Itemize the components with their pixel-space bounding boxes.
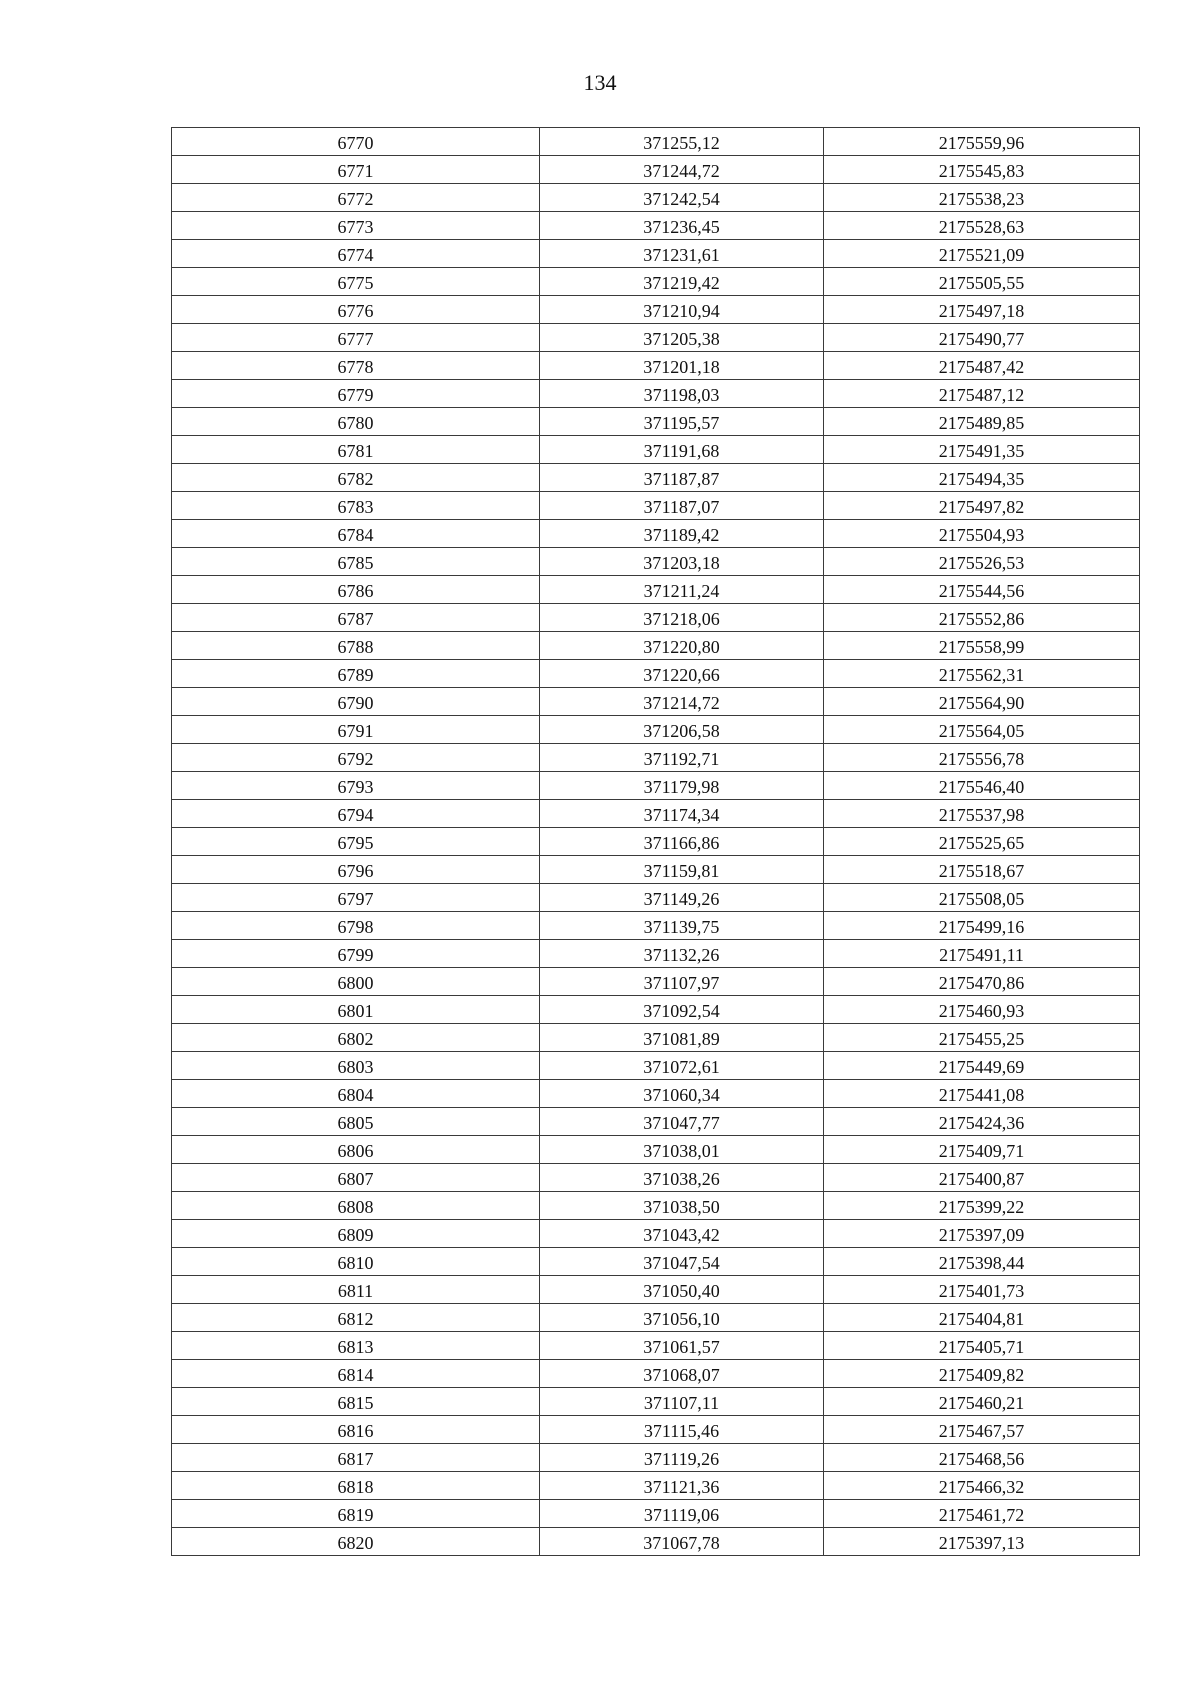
point-number-cell: 6779	[172, 380, 540, 408]
table-row	[172, 884, 1140, 912]
point-number-cell: 6777	[172, 324, 540, 352]
point-number-cell: 6806	[172, 1136, 540, 1164]
x-coordinate-cell: 371050,40	[540, 1276, 824, 1304]
y-coordinate-cell: 2175397,09	[824, 1220, 1140, 1248]
point-number-cell: 6805	[172, 1108, 540, 1136]
y-coordinate-cell: 2175487,42	[824, 352, 1140, 380]
x-coordinate-cell: 371056,10	[540, 1304, 824, 1332]
point-number-cell: 6780	[172, 408, 540, 436]
point-number-cell: 6770	[172, 128, 540, 156]
point-number-cell: 6775	[172, 268, 540, 296]
point-number-cell: 6782	[172, 464, 540, 492]
point-number-cell: 6812	[172, 1304, 540, 1332]
coordinates-table-body	[172, 128, 1140, 1556]
y-coordinate-cell: 2175470,86	[824, 968, 1140, 996]
x-coordinate-cell: 371187,87	[540, 464, 824, 492]
y-coordinate-cell: 2175489,85	[824, 408, 1140, 436]
point-number-cell: 6792	[172, 744, 540, 772]
y-coordinate-cell: 2175552,86	[824, 604, 1140, 632]
y-coordinate-cell: 2175546,40	[824, 772, 1140, 800]
table-row	[172, 548, 1140, 576]
x-coordinate-cell: 371038,26	[540, 1164, 824, 1192]
table-row	[172, 800, 1140, 828]
table-row	[172, 1332, 1140, 1360]
y-coordinate-cell: 2175558,99	[824, 632, 1140, 660]
y-coordinate-cell: 2175508,05	[824, 884, 1140, 912]
y-coordinate-cell: 2175468,56	[824, 1444, 1140, 1472]
x-coordinate-cell: 371149,26	[540, 884, 824, 912]
x-coordinate-cell: 371068,07	[540, 1360, 824, 1388]
y-coordinate-cell: 2175497,18	[824, 296, 1140, 324]
table-row	[172, 184, 1140, 212]
x-coordinate-cell: 371107,11	[540, 1388, 824, 1416]
y-coordinate-cell: 2175544,56	[824, 576, 1140, 604]
y-coordinate-cell: 2175466,32	[824, 1472, 1140, 1500]
x-coordinate-cell: 371195,57	[540, 408, 824, 436]
point-number-cell: 6784	[172, 520, 540, 548]
x-coordinate-cell: 371119,06	[540, 1500, 824, 1528]
table-row	[172, 576, 1140, 604]
x-coordinate-cell: 371047,77	[540, 1108, 824, 1136]
x-coordinate-cell: 371047,54	[540, 1248, 824, 1276]
table-row	[172, 436, 1140, 464]
point-number-cell: 6800	[172, 968, 540, 996]
y-coordinate-cell: 2175491,35	[824, 436, 1140, 464]
x-coordinate-cell: 371043,42	[540, 1220, 824, 1248]
point-number-cell: 6807	[172, 1164, 540, 1192]
point-number-cell: 6786	[172, 576, 540, 604]
point-number-cell: 6785	[172, 548, 540, 576]
point-number-cell: 6809	[172, 1220, 540, 1248]
x-coordinate-cell: 371072,61	[540, 1052, 824, 1080]
x-coordinate-cell: 371166,86	[540, 828, 824, 856]
table-row	[172, 464, 1140, 492]
x-coordinate-cell: 371038,01	[540, 1136, 824, 1164]
table-row	[172, 1052, 1140, 1080]
table-row	[172, 1528, 1140, 1556]
x-coordinate-cell: 371211,24	[540, 576, 824, 604]
point-number-cell: 6810	[172, 1248, 540, 1276]
x-coordinate-cell: 371220,66	[540, 660, 824, 688]
x-coordinate-cell: 371119,26	[540, 1444, 824, 1472]
table-row	[172, 1080, 1140, 1108]
table-row	[172, 212, 1140, 240]
y-coordinate-cell: 2175449,69	[824, 1052, 1140, 1080]
y-coordinate-cell: 2175505,55	[824, 268, 1140, 296]
x-coordinate-cell: 371189,42	[540, 520, 824, 548]
point-number-cell: 6802	[172, 1024, 540, 1052]
x-coordinate-cell: 371081,89	[540, 1024, 824, 1052]
y-coordinate-cell: 2175538,23	[824, 184, 1140, 212]
page-number: 134	[583, 70, 617, 95]
y-coordinate-cell: 2175526,53	[824, 548, 1140, 576]
point-number-cell: 6799	[172, 940, 540, 968]
point-number-cell: 6790	[172, 688, 540, 716]
y-coordinate-cell: 2175525,65	[824, 828, 1140, 856]
table-row	[172, 1304, 1140, 1332]
x-coordinate-cell: 371192,71	[540, 744, 824, 772]
table-row	[172, 268, 1140, 296]
x-coordinate-cell: 371174,34	[540, 800, 824, 828]
x-coordinate-cell: 371242,54	[540, 184, 824, 212]
point-number-cell: 6776	[172, 296, 540, 324]
x-coordinate-cell: 371206,58	[540, 716, 824, 744]
y-coordinate-cell: 2175441,08	[824, 1080, 1140, 1108]
point-number-cell: 6793	[172, 772, 540, 800]
x-coordinate-cell: 371107,97	[540, 968, 824, 996]
table-row	[172, 688, 1140, 716]
y-coordinate-cell: 2175461,72	[824, 1500, 1140, 1528]
point-number-cell: 6787	[172, 604, 540, 632]
y-coordinate-cell: 2175397,13	[824, 1528, 1140, 1556]
x-coordinate-cell: 371179,98	[540, 772, 824, 800]
table-row	[172, 1220, 1140, 1248]
y-coordinate-cell: 2175504,93	[824, 520, 1140, 548]
y-coordinate-cell: 2175537,98	[824, 800, 1140, 828]
table-row	[172, 128, 1140, 156]
x-coordinate-cell: 371255,12	[540, 128, 824, 156]
y-coordinate-cell: 2175455,25	[824, 1024, 1140, 1052]
table-row	[172, 1164, 1140, 1192]
table-row	[172, 156, 1140, 184]
table-row	[172, 912, 1140, 940]
x-coordinate-cell: 371218,06	[540, 604, 824, 632]
point-number-cell: 6791	[172, 716, 540, 744]
point-number-cell: 6817	[172, 1444, 540, 1472]
table-row	[172, 324, 1140, 352]
table-row	[172, 716, 1140, 744]
table-row	[172, 296, 1140, 324]
table-row	[172, 1500, 1140, 1528]
table-row	[172, 1024, 1140, 1052]
point-number-cell: 6811	[172, 1276, 540, 1304]
x-coordinate-cell: 371132,26	[540, 940, 824, 968]
table-row	[172, 996, 1140, 1024]
x-coordinate-cell: 371220,80	[540, 632, 824, 660]
table-row	[172, 1360, 1140, 1388]
table-row	[172, 520, 1140, 548]
y-coordinate-cell: 2175409,82	[824, 1360, 1140, 1388]
x-coordinate-cell: 371244,72	[540, 156, 824, 184]
y-coordinate-cell: 2175400,87	[824, 1164, 1140, 1192]
y-coordinate-cell: 2175401,73	[824, 1276, 1140, 1304]
point-number-cell: 6794	[172, 800, 540, 828]
x-coordinate-cell: 371061,57	[540, 1332, 824, 1360]
point-number-cell: 6816	[172, 1416, 540, 1444]
y-coordinate-cell: 2175409,71	[824, 1136, 1140, 1164]
x-coordinate-cell: 371219,42	[540, 268, 824, 296]
y-coordinate-cell: 2175424,36	[824, 1108, 1140, 1136]
x-coordinate-cell: 371203,18	[540, 548, 824, 576]
y-coordinate-cell: 2175487,12	[824, 380, 1140, 408]
y-coordinate-cell: 2175460,93	[824, 996, 1140, 1024]
y-coordinate-cell: 2175564,90	[824, 688, 1140, 716]
table-row	[172, 1444, 1140, 1472]
coordinates-table	[171, 127, 1140, 1556]
y-coordinate-cell: 2175518,67	[824, 856, 1140, 884]
table-row	[172, 240, 1140, 268]
x-coordinate-cell: 371205,38	[540, 324, 824, 352]
y-coordinate-cell: 2175494,35	[824, 464, 1140, 492]
point-number-cell: 6798	[172, 912, 540, 940]
point-number-cell: 6774	[172, 240, 540, 268]
x-coordinate-cell: 371191,68	[540, 436, 824, 464]
table-row	[172, 380, 1140, 408]
x-coordinate-cell: 371210,94	[540, 296, 824, 324]
y-coordinate-cell: 2175499,16	[824, 912, 1140, 940]
point-number-cell: 6813	[172, 1332, 540, 1360]
point-number-cell: 6820	[172, 1528, 540, 1556]
point-number-cell: 6771	[172, 156, 540, 184]
y-coordinate-cell: 2175467,57	[824, 1416, 1140, 1444]
point-number-cell: 6801	[172, 996, 540, 1024]
y-coordinate-cell: 2175491,11	[824, 940, 1140, 968]
point-number-cell: 6783	[172, 492, 540, 520]
y-coordinate-cell: 2175559,96	[824, 128, 1140, 156]
x-coordinate-cell: 371121,36	[540, 1472, 824, 1500]
x-coordinate-cell: 371214,72	[540, 688, 824, 716]
table-row	[172, 1192, 1140, 1220]
x-coordinate-cell: 371115,46	[540, 1416, 824, 1444]
point-number-cell: 6789	[172, 660, 540, 688]
point-number-cell: 6808	[172, 1192, 540, 1220]
table-row	[172, 1472, 1140, 1500]
point-number-cell: 6818	[172, 1472, 540, 1500]
y-coordinate-cell: 2175545,83	[824, 156, 1140, 184]
table-row	[172, 352, 1140, 380]
point-number-cell: 6781	[172, 436, 540, 464]
table-row	[172, 1276, 1140, 1304]
x-coordinate-cell: 371236,45	[540, 212, 824, 240]
y-coordinate-cell: 2175521,09	[824, 240, 1140, 268]
table-row	[172, 828, 1140, 856]
point-number-cell: 6772	[172, 184, 540, 212]
x-coordinate-cell: 371198,03	[540, 380, 824, 408]
table-row	[172, 408, 1140, 436]
y-coordinate-cell: 2175528,63	[824, 212, 1140, 240]
table-row	[172, 660, 1140, 688]
table-row	[172, 856, 1140, 884]
y-coordinate-cell: 2175398,44	[824, 1248, 1140, 1276]
x-coordinate-cell: 371201,18	[540, 352, 824, 380]
point-number-cell: 6797	[172, 884, 540, 912]
point-number-cell: 6803	[172, 1052, 540, 1080]
point-number-cell: 6796	[172, 856, 540, 884]
table-row	[172, 772, 1140, 800]
point-number-cell: 6819	[172, 1500, 540, 1528]
table-row	[172, 492, 1140, 520]
table-row	[172, 968, 1140, 996]
y-coordinate-cell: 2175562,31	[824, 660, 1140, 688]
table-row	[172, 1108, 1140, 1136]
x-coordinate-cell: 371139,75	[540, 912, 824, 940]
table-row	[172, 1416, 1140, 1444]
y-coordinate-cell: 2175497,82	[824, 492, 1140, 520]
x-coordinate-cell: 371231,61	[540, 240, 824, 268]
table-row	[172, 744, 1140, 772]
y-coordinate-cell: 2175490,77	[824, 324, 1140, 352]
x-coordinate-cell: 371187,07	[540, 492, 824, 520]
point-number-cell: 6815	[172, 1388, 540, 1416]
x-coordinate-cell: 371060,34	[540, 1080, 824, 1108]
x-coordinate-cell: 371038,50	[540, 1192, 824, 1220]
y-coordinate-cell: 2175405,71	[824, 1332, 1140, 1360]
x-coordinate-cell: 371159,81	[540, 856, 824, 884]
point-number-cell: 6773	[172, 212, 540, 240]
table-row	[172, 632, 1140, 660]
y-coordinate-cell: 2175564,05	[824, 716, 1140, 744]
table-row	[172, 940, 1140, 968]
y-coordinate-cell: 2175404,81	[824, 1304, 1140, 1332]
table-row	[172, 1388, 1140, 1416]
table-row	[172, 604, 1140, 632]
point-number-cell: 6804	[172, 1080, 540, 1108]
y-coordinate-cell: 2175460,21	[824, 1388, 1140, 1416]
table-row	[172, 1136, 1140, 1164]
y-coordinate-cell: 2175556,78	[824, 744, 1140, 772]
point-number-cell: 6814	[172, 1360, 540, 1388]
x-coordinate-cell: 371092,54	[540, 996, 824, 1024]
y-coordinate-cell: 2175399,22	[824, 1192, 1140, 1220]
point-number-cell: 6788	[172, 632, 540, 660]
point-number-cell: 6795	[172, 828, 540, 856]
table-row	[172, 1248, 1140, 1276]
point-number-cell: 6778	[172, 352, 540, 380]
x-coordinate-cell: 371067,78	[540, 1528, 824, 1556]
